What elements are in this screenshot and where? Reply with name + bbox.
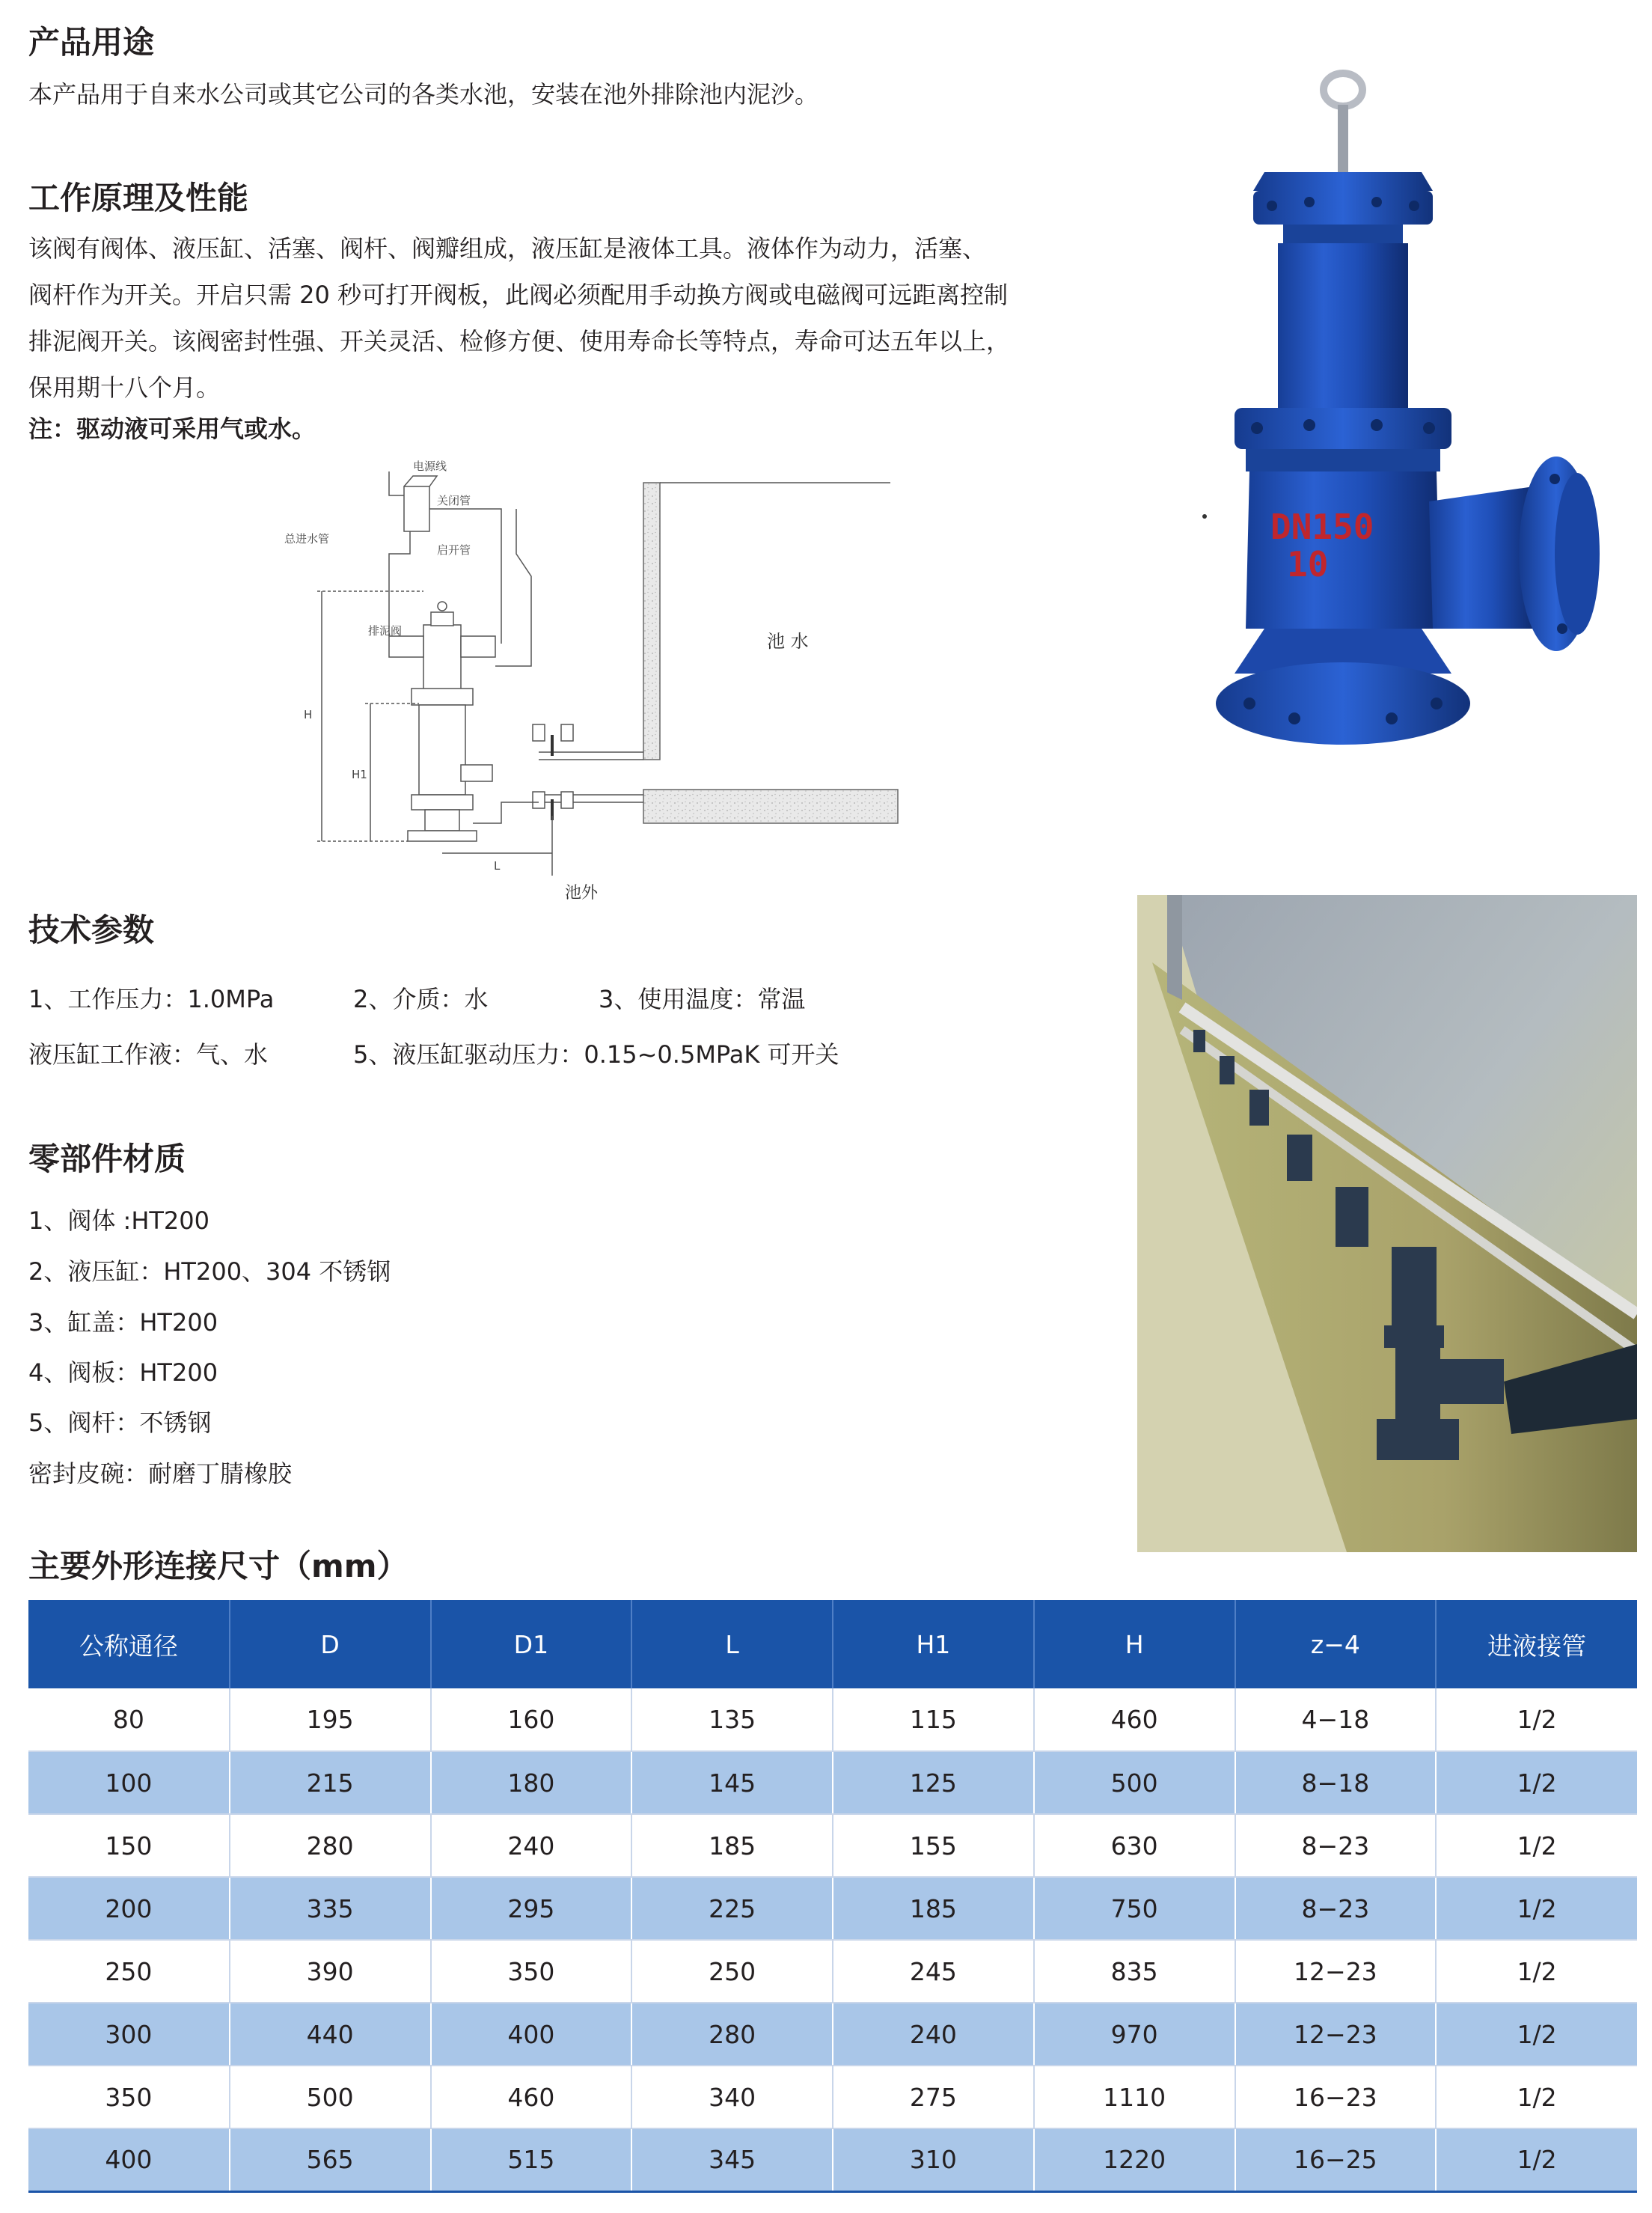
table-cell: 335 <box>230 1877 431 1940</box>
header-bolt-holes: z−4 <box>1235 1600 1437 1688</box>
tech-params-title: 技术参数 <box>28 912 155 948</box>
tech-param-pressure: 1、工作压力：1.0MPa <box>28 985 275 1013</box>
header-inlet-pipe: 进液接管 <box>1436 1600 1637 1688</box>
table-cell: 8−18 <box>1235 1751 1437 1814</box>
material-item-body: 1、阀体 :HT200 <box>28 1206 210 1235</box>
table-cell: 1/2 <box>1436 1877 1637 1940</box>
table-row <box>28 1940 1637 2003</box>
label-main-inlet: 总进水管 <box>284 532 330 546</box>
header-d: D <box>230 1600 431 1688</box>
table-row <box>28 1688 1637 1751</box>
usage-title: 产品用途 <box>28 24 155 61</box>
table-row <box>28 2003 1637 2066</box>
table-cell: 240 <box>431 1814 632 1877</box>
table-cell: 250 <box>28 1940 230 2003</box>
table-cell: 460 <box>1034 1688 1235 1751</box>
table-cell: 150 <box>28 1814 230 1877</box>
pool-floor <box>643 790 898 823</box>
principle-title: 工作原理及性能 <box>28 180 249 216</box>
table-cell: 125 <box>833 1751 1034 1814</box>
dimensions-title: 主要外形连接尺寸（mm） <box>28 1548 409 1584</box>
table-cell: 280 <box>631 2003 833 2066</box>
table-cell: 460 <box>431 2066 632 2128</box>
table-cell: 8−23 <box>1235 1877 1437 1940</box>
table-cell: 400 <box>28 2128 230 2191</box>
table-cell: 200 <box>28 1877 230 1940</box>
table-cell: 1/2 <box>1436 1688 1637 1751</box>
table-cell: 225 <box>631 1877 833 1940</box>
header-l: L <box>631 1600 833 1688</box>
label-dim-l: L <box>494 859 501 873</box>
table-cell: 12−23 <box>1235 2003 1437 2066</box>
label-open-pipe: 启开管 <box>437 543 471 557</box>
table-cell: 295 <box>431 1877 632 1940</box>
table-cell: 970 <box>1034 2003 1235 2066</box>
valve-product-photo <box>1182 60 1646 756</box>
table-cell: 180 <box>431 1751 632 1814</box>
label-close-pipe: 关闭管 <box>437 494 471 507</box>
table-cell: 100 <box>28 1751 230 1814</box>
table-cell: 160 <box>431 1688 632 1751</box>
label-power-line: 电源线 <box>413 460 447 473</box>
table-cell: 145 <box>631 1751 833 1814</box>
table-cell: 345 <box>631 2128 833 2191</box>
table-cell: 1/2 <box>1436 2003 1637 2066</box>
table-cell: 4−18 <box>1235 1688 1437 1751</box>
table-cell: 835 <box>1034 1940 1235 2003</box>
table-cell: 185 <box>631 1814 833 1877</box>
table-cell: 245 <box>833 1940 1034 2003</box>
table-row <box>28 2128 1637 2191</box>
label-dim-h1: H1 <box>352 768 367 781</box>
table-cell: 195 <box>230 1688 431 1751</box>
table-body <box>28 1688 1637 2191</box>
materials-title: 零部件材质 <box>28 1141 186 1177</box>
table-cell: 565 <box>230 2128 431 2191</box>
table-cell: 275 <box>833 2066 1034 2128</box>
table-cell: 440 <box>230 2003 431 2066</box>
dimensions-table <box>28 1600 1637 2193</box>
table-cell: 80 <box>28 1688 230 1751</box>
principle-line-3: 排泥阀开关。该阀密封性强、开关灵活、检修方便、使用寿命长等特点，寿命可达五年以上， <box>28 327 1011 355</box>
label-outside-pool: 池外 <box>565 884 599 903</box>
tech-param-drive-pressure: 5、液压缸驱动压力：0.15~0.5MPaK 可开关 <box>353 1040 839 1069</box>
material-item-stem: 5、阀杆：不锈钢 <box>28 1408 212 1437</box>
tech-param-medium: 2、介质：水 <box>353 985 489 1013</box>
table-cell: 300 <box>28 2003 230 2066</box>
header-nominal-diameter: 公称通径 <box>28 1600 230 1688</box>
table-cell: 350 <box>431 1940 632 2003</box>
solenoid-box <box>404 486 429 531</box>
principle-note: 注：驱动液可采用气或水。 <box>28 415 316 443</box>
valve-marking-dn: DN150 <box>1270 507 1374 547</box>
table-row <box>28 1877 1637 1940</box>
table-cell: 8−23 <box>1235 1814 1437 1877</box>
table-cell: 12−23 <box>1235 1940 1437 2003</box>
table-cell: 135 <box>631 1688 833 1751</box>
table-cell: 240 <box>833 2003 1034 2066</box>
header-h1: H1 <box>833 1600 1034 1688</box>
table-cell: 280 <box>230 1814 431 1877</box>
installation-diagram <box>277 457 920 906</box>
table-cell: 515 <box>431 2128 632 2191</box>
table-cell: 390 <box>230 1940 431 2003</box>
table-header-row <box>28 1600 1637 1688</box>
installation-photo <box>1137 895 1637 1552</box>
valve-cylinder-body <box>1278 243 1408 415</box>
table-cell: 1/2 <box>1436 1814 1637 1877</box>
lifting-eye <box>1324 73 1362 106</box>
table-cell: 16−25 <box>1235 2128 1437 2191</box>
table-cell: 1/2 <box>1436 1751 1637 1814</box>
table-cell: 16−23 <box>1235 2066 1437 2128</box>
pool-wall <box>643 483 660 760</box>
header-h: H <box>1034 1600 1235 1688</box>
table-cell: 215 <box>230 1751 431 1814</box>
material-item-seal: 密封皮碗：耐磨丁腈橡胶 <box>28 1459 293 1488</box>
table-cell: 1/2 <box>1436 1940 1637 2003</box>
table-row <box>28 2066 1637 2128</box>
label-dim-h: H <box>304 708 313 721</box>
table-cell: 630 <box>1034 1814 1235 1877</box>
table-cell: 115 <box>833 1688 1034 1751</box>
table-cell: 310 <box>833 2128 1034 2191</box>
table-cell: 350 <box>28 2066 230 2128</box>
table-cell: 1110 <box>1034 2066 1235 2128</box>
principle-line-4: 保用期十八个月。 <box>28 373 221 402</box>
table-cell: 1/2 <box>1436 2066 1637 2128</box>
table-cell: 400 <box>431 2003 632 2066</box>
table-row <box>28 1814 1637 1877</box>
table-cell: 750 <box>1034 1877 1235 1940</box>
tech-param-temperature: 3、使用温度：常温 <box>599 985 806 1013</box>
valve-marking-pn: 10 <box>1287 544 1329 584</box>
table-cell: 500 <box>230 2066 431 2128</box>
table-cell: 340 <box>631 2066 833 2128</box>
usage-text: 本产品用于自来水公司或其它公司的各类水池，安装在池外排除池内泥沙。 <box>28 80 819 109</box>
table-row <box>28 1751 1637 1814</box>
table-cell: 500 <box>1034 1751 1235 1814</box>
material-item-cylinder: 2、液压缸：HT200、304 不锈钢 <box>28 1257 391 1286</box>
table-cell: 1220 <box>1034 2128 1235 2191</box>
principle-line-1: 该阀有阀体、液压缸、活塞、阀杆、阀瓣组成，液压缸是液体工具。液体作为动力，活塞、 <box>28 234 987 263</box>
header-d1: D1 <box>431 1600 632 1688</box>
material-item-plate: 4、阀板：HT200 <box>28 1358 218 1387</box>
tech-param-fluid: 液压缸工作液：气、水 <box>28 1040 269 1069</box>
principle-line-2: 阀杆作为开关。开启只需 20 秒可打开阀板，此阀必须配用手动换方阀或电磁阀可远距离控制 <box>28 281 1009 309</box>
table-cell: 185 <box>833 1877 1034 1940</box>
table-cell: 1/2 <box>1436 2128 1637 2191</box>
label-pool-water: 池 水 <box>767 631 809 652</box>
label-drain-valve: 排泥阀 <box>368 624 403 638</box>
table-cell: 250 <box>631 1940 833 2003</box>
table-cell: 155 <box>833 1814 1034 1877</box>
material-item-cap: 3、缸盖：HT200 <box>28 1308 218 1337</box>
